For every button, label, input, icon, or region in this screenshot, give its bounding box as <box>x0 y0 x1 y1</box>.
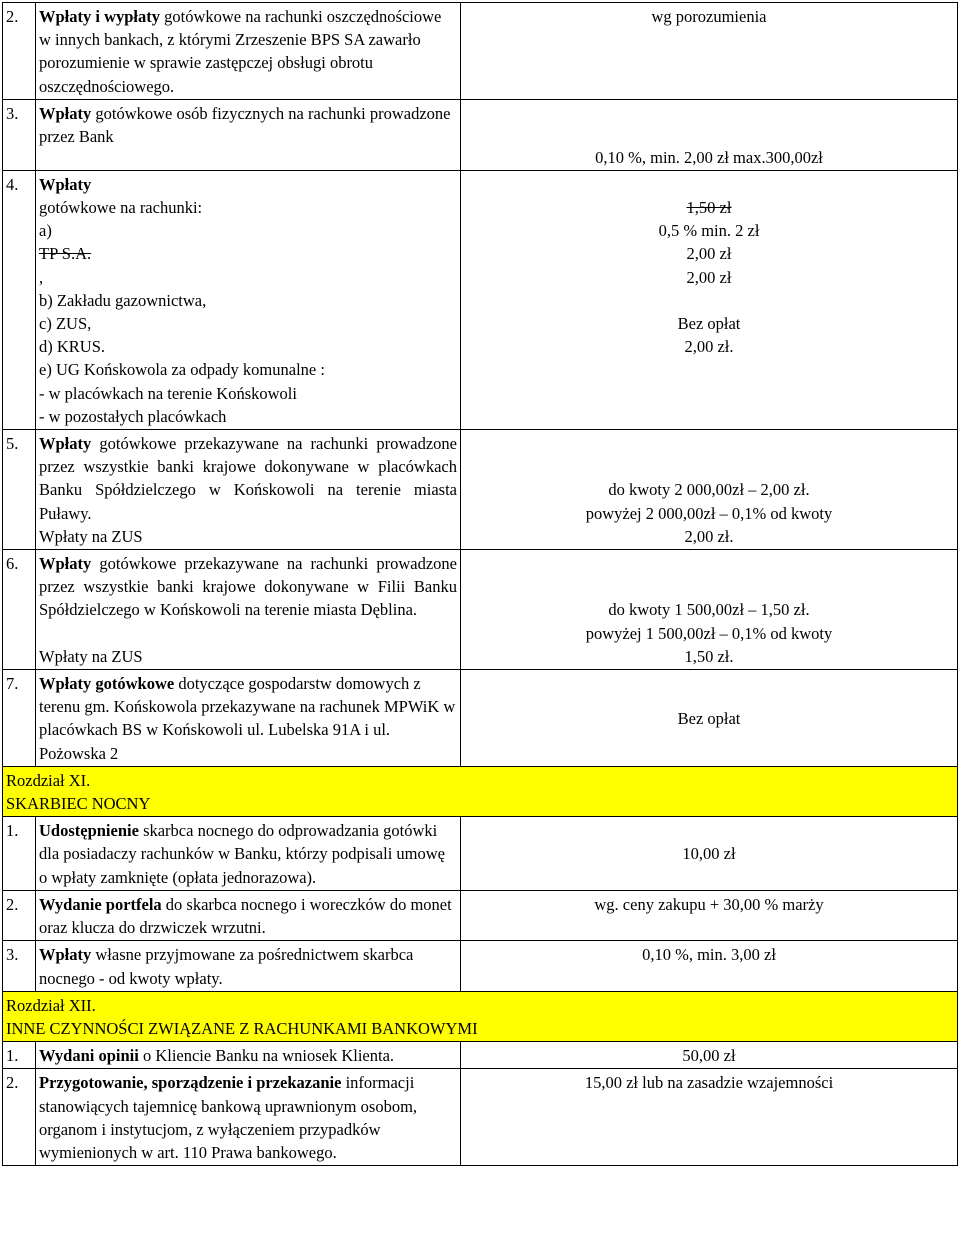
spacer <box>464 173 954 196</box>
subitem-b: b) Zakładu gazownictwa, <box>39 290 207 310</box>
table-row <box>3 1042 958 1069</box>
subitem-a-suffix: , <box>39 267 44 287</box>
row-number: 6. <box>3 550 36 670</box>
fee-table <box>2 2 958 1166</box>
fee-e2: 2,00 zł. <box>684 337 734 357</box>
description-lead: Wydanie portfela <box>39 894 162 914</box>
section-heading <box>3 991 958 1041</box>
description-text: gotówkowe przekazywane na rachunki prowadzone przez wszystkie banki krajowe dokonywane w placówkach Banku Spółdzielczego w Końskowoli na terenie miasta Puławy. <box>39 434 457 523</box>
description-lead: Wydani opinii <box>39 1046 139 1066</box>
subitem-c: c) ZUS, <box>39 314 92 334</box>
row-description <box>36 941 461 991</box>
subitem-a-struck: TP S.A. <box>39 244 92 264</box>
row-number: 7. <box>3 670 36 767</box>
subitem-e1: - w placówkach na terenie Końskowoli <box>39 383 297 403</box>
section-label: Rozdział XI. <box>6 770 91 790</box>
description-text: własne przyjmowane za pośrednictwem skarbca nocnego - od kwoty wpłaty. <box>39 945 414 988</box>
subitem-d: d) KRUS. <box>39 337 106 357</box>
row-number: 5. <box>3 430 36 550</box>
spacer <box>39 622 457 645</box>
row-fee: 50,00 zł <box>461 1042 958 1069</box>
description-text: skarbca nocnego do odprowadzania gotówki dla posiadaczy rachunków w Banku, którzy podpisali umowę o wpłaty zamknięte (opłata jednorazowa). <box>39 821 445 887</box>
description-lead: Wpłaty <box>39 945 92 965</box>
description-text: gotówkowe przekazywane na rachunki prowadzone przez wszystkie banki krajowe dokonywane w Filii Banku Spółdzielczego w Końskowoli na terenie miasta Dęblina. <box>39 554 457 620</box>
row-fee: wg porozumienia <box>461 3 958 100</box>
description-lead: Wpłaty <box>39 554 92 574</box>
description-heading <box>39 173 457 219</box>
table-row <box>3 817 958 891</box>
row-fee <box>461 430 958 550</box>
fee-b: 0,5 % min. 2 zł <box>658 221 760 241</box>
row-number: 2. <box>3 3 36 100</box>
description-text: dotyczące gospodarstw domowych z terenu gm. Końskowola przekazywane na rachunek MPWiK w placówkach BS w Końskowoli ul. Lubelska 91A i ul. Pożowska 2 <box>39 674 456 763</box>
zus-label: Wpłaty na ZUS <box>39 526 143 546</box>
fee-value: Bez opłat <box>677 708 741 728</box>
row-fee <box>461 817 958 891</box>
description-body <box>39 432 457 525</box>
description-text: gotówkowe na rachunki oszczędnościowe w innych bankach, z którymi Zrzeszenie BPS SA zawarło porozumienie w sprawie zastępczej obsługi obrotu oszczędnościowego. <box>39 7 442 96</box>
row-fee <box>461 670 958 767</box>
row-number: 4. <box>3 170 36 429</box>
row-fee <box>461 99 958 170</box>
section-label: Rozdział XII. <box>6 995 96 1015</box>
row-number: 1. <box>3 1042 36 1069</box>
row-fee: 0,10 %, min. 3,00 zł <box>461 941 958 991</box>
section-title: SKARBIEC NOCNY <box>6 794 151 814</box>
table-row <box>3 890 958 940</box>
row-number: 1. <box>3 817 36 891</box>
row-description <box>36 170 461 429</box>
row-description <box>36 550 461 670</box>
description-lead: Wpłaty i wypłaty <box>39 7 161 26</box>
fee-line-3: 1,50 zł. <box>684 646 734 666</box>
fee-c: 2,00 zł <box>686 244 732 264</box>
row-description <box>36 670 461 767</box>
zus-label: Wpłaty na ZUS <box>39 646 143 666</box>
fee-d: 2,00 zł <box>686 267 732 287</box>
fee-line-1: do kwoty 2 000,00zł – 2,00 zł. <box>608 480 810 500</box>
row-description <box>36 3 461 100</box>
row-description <box>36 99 461 170</box>
row-number: 2. <box>3 1069 36 1166</box>
fee-value: 10,00 zł <box>682 844 736 864</box>
subitem-a <box>39 219 457 289</box>
fee-line-3: 2,00 zł. <box>684 526 734 546</box>
table-row <box>3 3 958 100</box>
row-description <box>36 1042 461 1069</box>
description-text: do skarbca nocnego i woreczków do monet oraz klucza do drzwiczek wrzutni. <box>39 894 452 938</box>
row-description <box>36 430 461 550</box>
row-number: 3. <box>3 99 36 170</box>
description-text: informacji stanowiących tajemnicę bankową uprawnionym osobom, organom i instytucjom, z wyłączeniem przypadków wymienionych w art. 110 Prawa bankowego. <box>39 1073 418 1162</box>
section-heading <box>3 766 958 816</box>
row-description <box>36 817 461 891</box>
description-text: o Kliencie Banku na wniosek Klienta. <box>138 1046 395 1066</box>
row-number: 2. <box>3 890 36 940</box>
subitem-e2: - w pozostałych placówkach <box>39 406 227 426</box>
description-lead: Wpłaty <box>39 103 92 123</box>
row-description <box>36 890 461 940</box>
description-body <box>39 552 457 622</box>
row-fee: 15,00 zł lub na zasadzie wzajemności <box>461 1069 958 1166</box>
spacer <box>464 289 954 312</box>
table-row <box>3 430 958 550</box>
row-fee <box>461 550 958 670</box>
description-lead: Wpłaty gotówkowe <box>39 674 175 694</box>
row-number: 3. <box>3 941 36 991</box>
fee-line-2: powyżej 2 000,00zł – 0,1% od kwoty <box>585 503 833 523</box>
description-lead: Wpłaty <box>39 174 92 194</box>
description-text: gotówkowe na rachunki: <box>39 198 203 218</box>
fee-e1: Bez opłat <box>677 314 741 333</box>
description-lead: Udostępnienie <box>39 821 139 841</box>
row-description <box>36 1069 461 1166</box>
fee-value: 0,10 %, min. 2,00 zł max.300,00zł <box>595 147 823 167</box>
table-row <box>3 170 958 429</box>
table-row <box>3 99 958 170</box>
description-lead: Wpłaty <box>39 434 92 454</box>
row-fee <box>461 170 958 429</box>
table-row <box>3 941 958 991</box>
section-header <box>3 766 958 816</box>
row-fee: wg. ceny zakupu + 30,00 % marży <box>461 890 958 940</box>
section-header <box>3 991 958 1041</box>
subitem-e: e) UG Końskowola za odpady komunalne : <box>39 360 325 380</box>
description-text: gotówkowe osób fizycznych na rachunki prowadzone przez Bank <box>39 103 451 147</box>
section-title: INNE CZYNNOŚCI ZWIĄZANE Z RACHUNKAMI BANKOWYMI <box>6 1018 478 1038</box>
fee-line-1: do kwoty 1 500,00zł – 1,50 zł. <box>608 600 810 620</box>
table-row <box>3 670 958 767</box>
fee-a: 1,50 zł <box>686 198 732 217</box>
fee-line-2: powyżej 1 500,00zł – 0,1% od kwoty <box>585 623 833 643</box>
table-row <box>3 1069 958 1166</box>
subitem-a-prefix: a) <box>39 221 52 241</box>
table-row <box>3 550 958 670</box>
description-lead: Przygotowanie, sporządzenie i przekazanie <box>39 1073 342 1093</box>
